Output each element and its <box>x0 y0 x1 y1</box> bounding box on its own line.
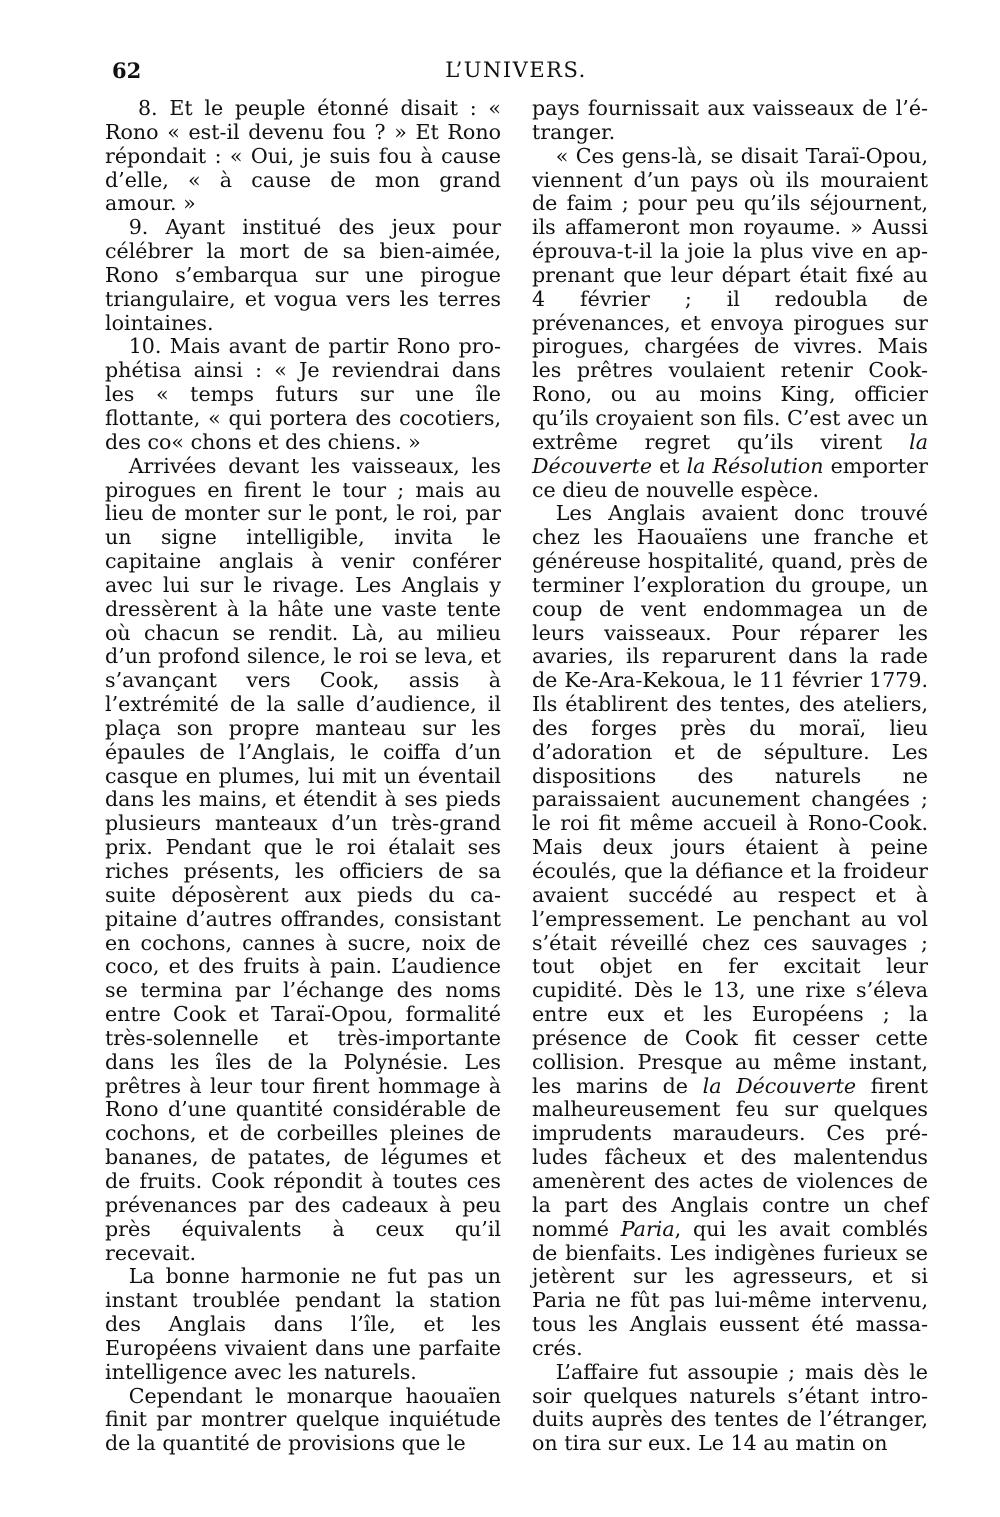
paragraph-monarch: Cependant le monarque haouaïen finit par montrer quelque inquiétude de la quantité de provisions que le <box>105 1383 501 1456</box>
paragraph-arrival: Arrivées devant les vaisseaux, les pirogues en firent le tour ; mais au lieu de monter sur le pont, le roi, par un signe intelligible, invita le capitaine anglais à venir conférer avec lui sur le rivage. Les Anglais y dressèrent à la hâte une vaste tente où chacun se rendit. Là, au milieu d’un profond silence, le roi se leva, et s’avançant vers Cook, assis à l’extrémité de la salle d’audience, il plaça son propre manteau sur les épaules de l’Anglais, le coiffa d’un casque en plumes, lui mit un éventail dans les mains, et étendit à ses pieds plusieurs manteaux d’un très-grand prix. Pendant que le roi étalait ses riches présents, les officiers de sa suite déposèrent aux pieds du capitaine d’autres offrandes, consistant en cochons, cannes à sucre, noix de coco, et des fruits à pain. L’audience se termina par l’échange des noms entre Cook et Taraï-Opou, formalité très-solennelle et très-importante dans les îles de la Polynésie. Les prêtres à leur tour firent hommage à Rono d’une quantité considérable de cochons, et de corbeilles pleines de bananes, de patates, de légumes et de fruits. Cook répondit à toutes ces prévenances par des cadeaux à peu près équivalents à ceux qu’il recevait. <box>105 453 501 1265</box>
paragraph-hospitality <box>532 502 928 1360</box>
person-name: Paria <box>620 1216 675 1241</box>
paragraph-continuation: pays fournissait aux vaisseaux de l’étranger. <box>532 96 928 144</box>
text-run: firent malheureusement feu sur quelques imprudents maraudeurs. Ces préludes fâcheux et des malentendus amenèrent des actes de violences de la part des Anglais contre un chef nommé <box>532 1073 929 1241</box>
left-column <box>105 97 501 1456</box>
paragraph-verse-8: 8. Et le peuple étonné disait : « Rono « est-il devenu fou ? » Et Rono répondait : « Oui, je suis fou à cause d’elle, « à cause de mon grand amour. » <box>105 96 501 216</box>
paragraph-verse-9: 9. Ayant institué des jeux pour célébrer la mort de sa bien-aimée, Rono s’embarqua sur une pirogue triangulaire, et vogua vers les terres lointaines. <box>105 215 501 335</box>
text-run: emporter ce dieu de nouvelle espèce. <box>532 453 929 502</box>
text-run: « Ces gens-là, se disait Taraï-Opou, viennent d’un pays où ils mouraient de faim ; pour peu qu’ils séjournent, ils affameront mon royaume. » Aussi éprouva-t-il la joie la plus vive en apprenant que leur départ était fixé au 4 février ; il redoubla de prévenances, et envoya pirogues sur pirogues, chargées de vivres. Mais les prêtres voulaient retenir Cook-Rono, ou au moins King, officier qu’ils croyaient son fils. C’est avec un extrême regret qu’ils virent <box>532 143 928 454</box>
page-number: 62 <box>112 58 142 83</box>
text-run: Les Anglais avaient donc trouvé chez les Haouaïens une franche et généreuse hospitalité, quand, près de terminer l’exploration du groupe, un coup de vent endommagea un de leurs vaisseaux. Pour réparer les avaries, ils reparurent dans la rade de Ke-Ara-Kekoua, le 11 février 1779. Ils établirent des tentes, des ateliers, des forges près du moraï, lieu d’adoration et de sépulture. Les dispositions des naturels ne paraissaient aucunement changées ; le roi fit même accueil à Rono-Cook. Mais deux jours étaient à peine écoulés, que la défiance et la froideur avaient succédé au respect et à l’empressement. Le penchant au vol s’était réveillé chez ces sauvages ; tout objet en fer excitait leur cupidité. Dès le 13, une rixe s’éleva entre eux et les Européens ; la présence de Cook fit cesser cette collision. Presque au même instant, les marins de <box>532 501 928 1098</box>
paragraph-affair: L’affaire fut assoupie ; mais dès le soir quelques naturels s’étant introduits auprès des tentes de l’étranger, on tira sur eux. Le 14 au matin on <box>532 1359 928 1456</box>
right-column <box>532 97 928 1456</box>
ship-name: la Résolution <box>686 453 824 478</box>
paragraph-harmony: La bonne harmonie ne fut pas un instant troublée pendant la station des Anglais dans l’île, et les Européens vivaient dans une parfaite intelligence avec les naturels. <box>105 1264 501 1384</box>
text-run: , qui les avait comblés de bienfaits. Les indigènes furieux se jetèrent sur les agresseurs, et si Paria ne fût pas lui-même intervenu, tous les Anglais eussent été massacrés. <box>532 1216 928 1360</box>
paragraph-verse-10: 10. Mais avant de partir Rono prophétisa ainsi : « Je reviendrai dans les « temps futurs sur une île flottante, « qui portera des cocotiers, des co« chons et des chiens. » <box>105 334 501 454</box>
page-header <box>112 58 920 88</box>
paragraph-tarai-opou <box>532 145 928 503</box>
text-run: et <box>659 453 680 478</box>
ship-name: la Découverte <box>532 429 928 478</box>
ship-name: la Découverte <box>702 1073 857 1098</box>
running-title: L’UNIVERS. <box>445 58 587 82</box>
